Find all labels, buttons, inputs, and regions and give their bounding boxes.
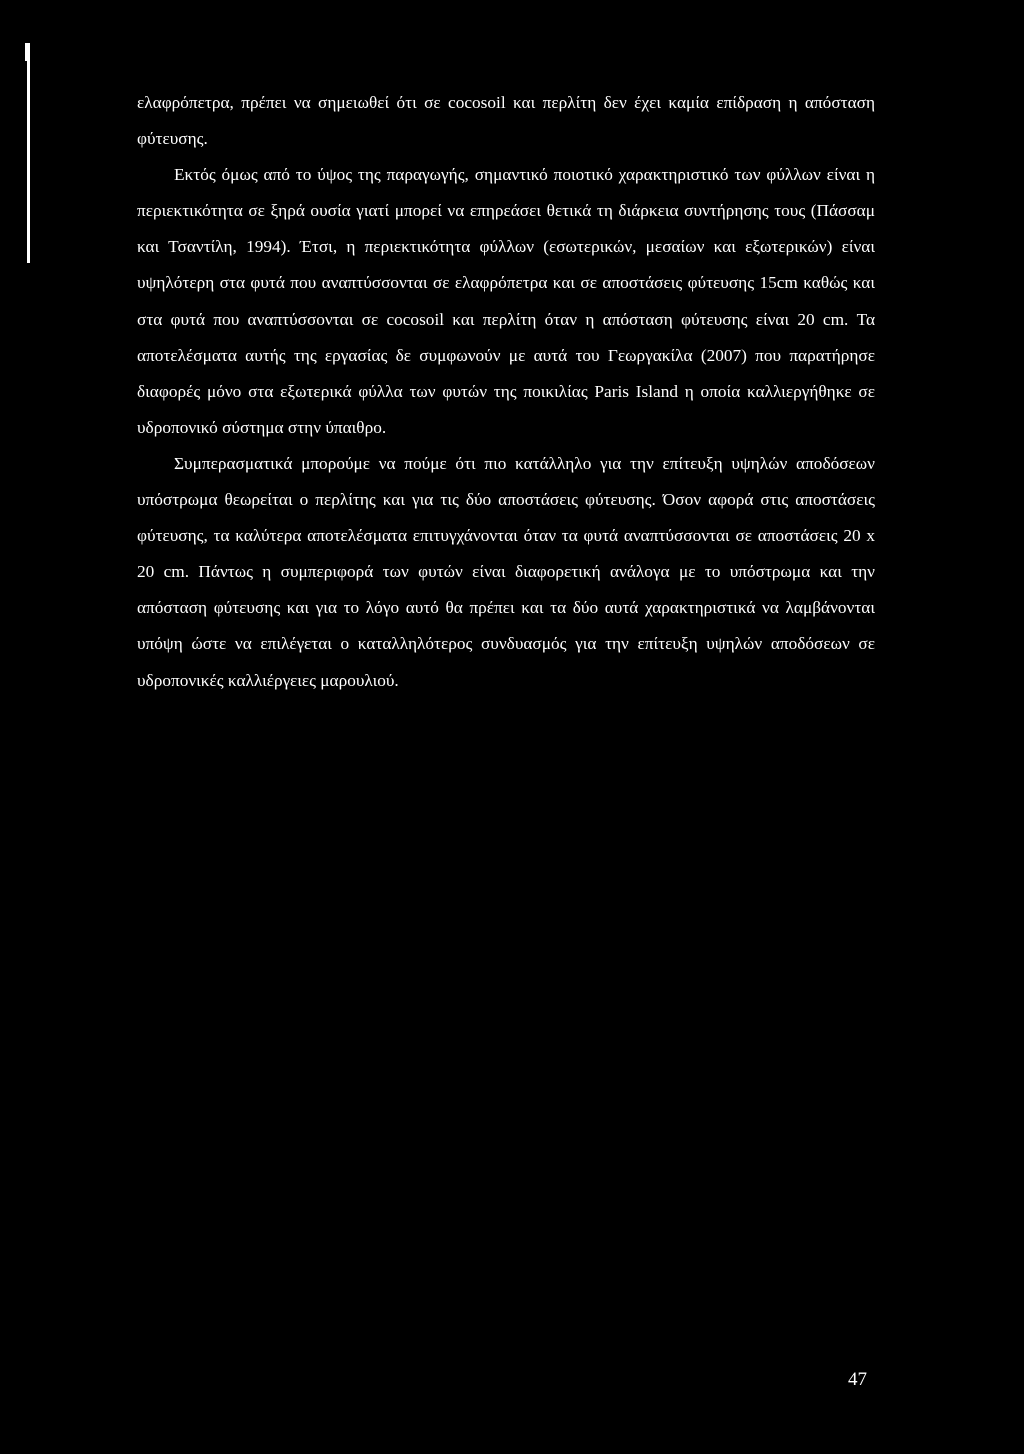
document-body <box>137 85 875 699</box>
page-number: 47 <box>848 1369 867 1390</box>
paragraph-dry-matter: Εκτός όμως από το ύψος της παραγωγής, σημαντικό ποιοτικό χαρακτηριστικό των φύλλων είναι η περιεκτικότητα σε ξηρά ουσία γιατί μπορεί να επηρεάσει θετικά τη διάρκεια συντήρησης τους (Πάσσαμ και Τσαντίλη, 1994). Έτσι, η περιεκτικότητα φύλλων (εσωτερικών, μεσαίων και εξωτερικών) είναι υψηλότερη στα φυτά που αναπτύσσονται σε ελαφρόπετρα και σε αποστάσεις φύτευσης 15cm καθώς και στα φυτά που αναπτύσσονται σε cocosoil και περλίτη όταν η απόσταση φύτευσης είναι 20 cm. Τα αποτελέσματα αυτής της εργασίας δε συμφωνούν με αυτά του Γεωργακίλα (2007) που παρατήρησε διαφορές μόνο στα εξωτερικά φύλλα των φυτών της ποικιλίας Paris Island η οποία καλλιεργήθηκε σε υδροπονικό σύστημα στην ύπαιθρο. <box>137 165 875 437</box>
paragraph-conclusions: Συμπερασματικά μπορούμε να πούμε ότι πιο κατάλληλο για την επίτευξη υψηλών αποδόσεων υπόστρωμα θεωρείται ο περλίτης και για τις δύο αποστάσεις φύτευσης. Όσον αφορά στις αποστάσεις φύτευσης, τα καλύτερα αποτελέσματα επιτυγχάνονται όταν τα φυτά αναπτύσσονται σε αποστάσεις 20 x 20 cm. Πάντως η συμπεριφορά των φυτών είναι διαφορετική ανάλογα με το υπόστρωμα και την απόσταση φύτευσης και για το λόγο αυτό θα πρέπει και τα δύο αυτά χαρακτηριστικά να λαμβάνονται υπόψη ώστε να επιλέγεται ο καταλληλότερος συνδυασμός για την επίτευξη υψηλών αποδόσεων σε υδροπονικές καλλιέργειες μαρουλιού. <box>137 453 875 690</box>
scan-edge-mark <box>25 43 29 61</box>
paragraph-continuation: ελαφρόπετρα, πρέπει να σημειωθεί ότι σε cocosoil και περλίτη δεν έχει καμία επίδραση η απόσταση φύτευσης. <box>137 93 875 149</box>
scan-edge-line <box>27 43 30 263</box>
